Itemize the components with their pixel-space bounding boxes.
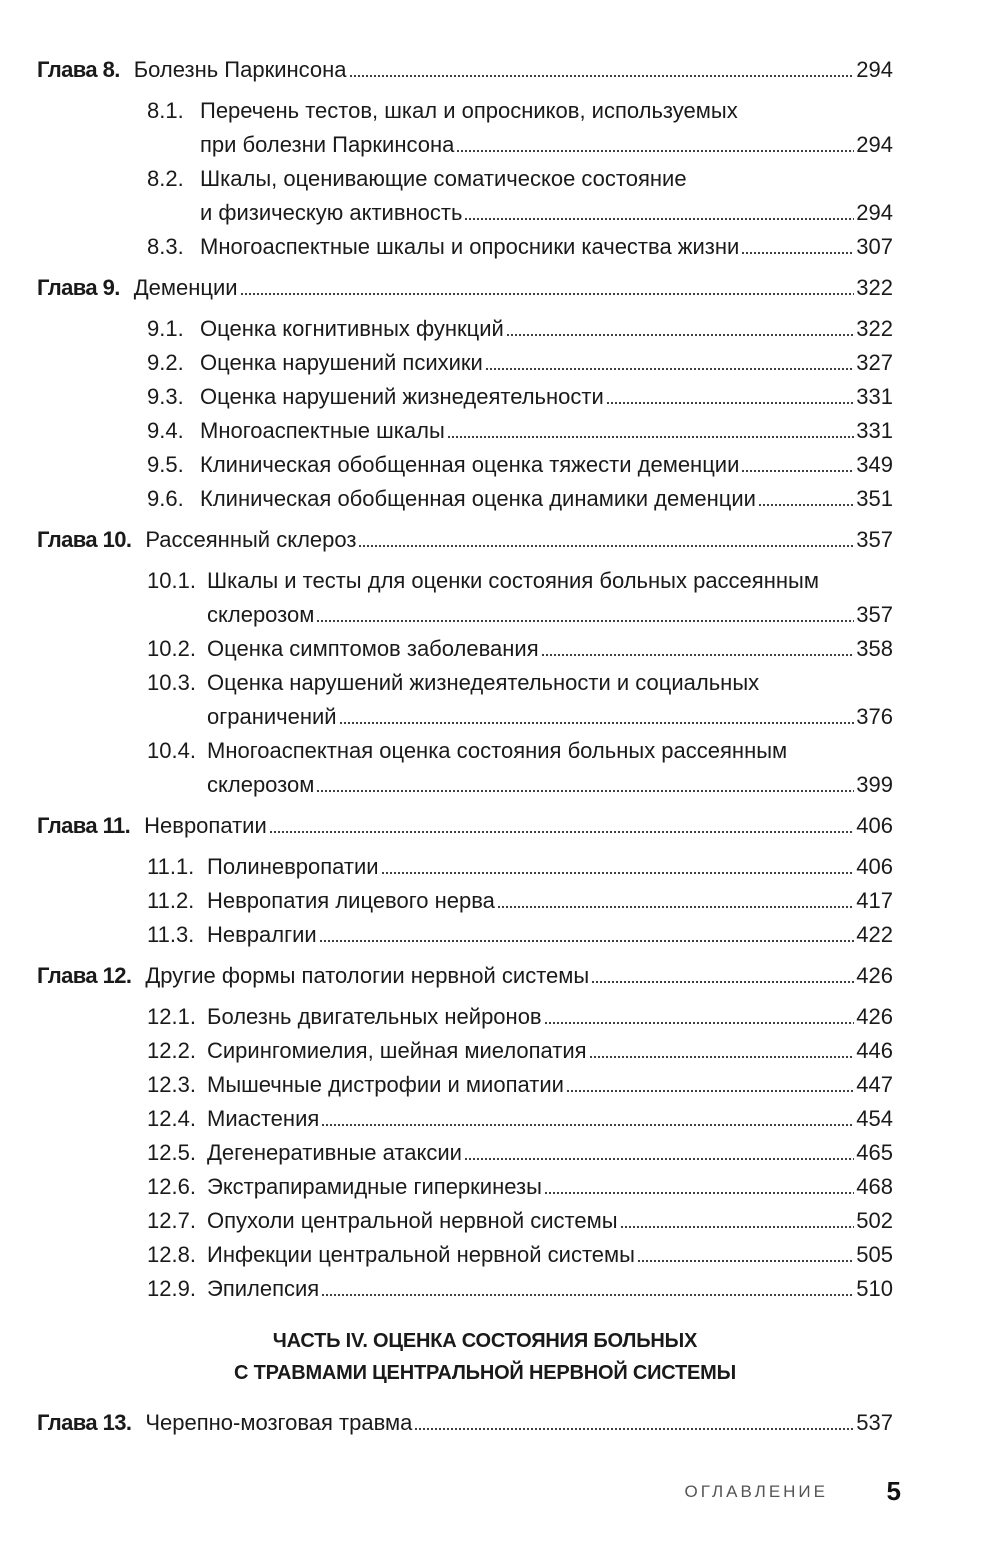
page-ref: 357 (856, 602, 893, 627)
dot-leader (319, 940, 855, 942)
section-title: Многоаспектные шкалы (200, 418, 445, 443)
page-ref: 426 (856, 1004, 893, 1029)
section-title: Мышечные дистрофии и миопатии (207, 1072, 564, 1097)
chapter-label: Глава 11. (37, 813, 131, 838)
running-title: ОГЛАВЛЕНИЕ (684, 1482, 828, 1501)
section-entry (37, 346, 893, 380)
section-entry (37, 918, 893, 952)
page-ref: 294 (856, 57, 893, 82)
page-ref: 422 (856, 922, 893, 947)
page-ref: 351 (856, 486, 893, 511)
section-entry (37, 230, 893, 264)
dot-leader (758, 504, 854, 506)
section-entry (37, 94, 893, 128)
dot-leader (541, 654, 855, 656)
section-entry (37, 564, 893, 598)
dot-leader (349, 75, 855, 77)
dot-leader (637, 1260, 854, 1262)
page-ref: 417 (856, 888, 893, 913)
page-ref: 327 (856, 350, 893, 375)
section-number: 10.1. (147, 568, 196, 593)
section-entry (37, 380, 893, 414)
part-heading-line: ЧАСТЬ IV. ОЦЕНКА СОСТОЯНИЯ БОЛЬНЫХ (272, 1330, 698, 1352)
section-entry (37, 884, 893, 918)
section-entry (37, 414, 893, 448)
section-number: 9.1. (147, 316, 184, 341)
dot-leader (497, 906, 854, 908)
page-ref: 357 (856, 527, 893, 552)
section-entry (37, 162, 893, 196)
section-entry (37, 666, 893, 700)
chapter-title: Черепно-мозговая травма (145, 1410, 413, 1435)
section-entry (37, 1204, 893, 1238)
section-number: 9.3. (147, 384, 184, 409)
chapter-label: Глава 9. (37, 275, 120, 300)
section-title: Опухоли центральной нервной системы (207, 1208, 618, 1233)
section-title: Клиническая обобщенная оценка тяжести деменции (200, 452, 740, 477)
page-ref: 468 (856, 1174, 893, 1199)
chapter-entry (37, 523, 893, 557)
section-title: Эпилепсия (207, 1276, 320, 1301)
section-number: 12.2. (147, 1038, 196, 1063)
page-ref: 406 (856, 854, 893, 879)
section-entry (37, 1102, 893, 1136)
section-entry (37, 632, 893, 666)
section-entry (37, 1272, 893, 1306)
dot-leader (589, 1056, 855, 1058)
section-entry (37, 1000, 893, 1034)
chapter-entry (37, 809, 893, 843)
dot-leader (741, 470, 854, 472)
section-title-continuation (37, 700, 893, 734)
chapter-label: Глава 10. (37, 527, 132, 552)
section-title: Шкалы и тесты для оценки состояния больных рассеянным (207, 568, 819, 593)
section-title: Перечень тестов, шкал и опросников, используемых (200, 98, 738, 123)
chapter-entry (37, 271, 893, 305)
page-ref: 399 (856, 772, 893, 797)
dot-leader (506, 334, 854, 336)
section-number: 12.7. (147, 1208, 196, 1233)
chapter-title: Рассеянный склероз (145, 527, 357, 552)
section-number: 10.2. (147, 636, 196, 661)
section-number: 10.3. (147, 670, 196, 695)
section-title-continuation (37, 768, 893, 802)
dot-leader (240, 293, 855, 295)
section-title: Болезнь двигательных нейронов (207, 1004, 542, 1029)
dot-leader (566, 1090, 854, 1092)
section-number: 11.2. (147, 888, 195, 913)
table-of-contents (37, 53, 893, 1447)
section-number: 9.5. (147, 452, 184, 477)
dot-leader (321, 1294, 854, 1296)
dot-leader (316, 790, 854, 792)
section-number: 9.2. (147, 350, 184, 375)
page-ref: 358 (856, 636, 893, 661)
page-ref: 349 (856, 452, 893, 477)
section-entry (37, 312, 893, 346)
section-number: 8.2. (147, 166, 184, 191)
dot-leader (620, 1226, 855, 1228)
section-entry (37, 1136, 893, 1170)
section-title: Многоаспектная оценка состояния больных рассеянным (207, 738, 788, 763)
page-ref: 465 (856, 1140, 893, 1165)
chapter-label: Глава 12. (37, 963, 132, 988)
section-title: Многоаспектные шкалы и опросники качества жизни (200, 234, 740, 259)
section-title: Сирингомиелия, шейная миелопатия (207, 1038, 587, 1063)
section-entry (37, 850, 893, 884)
page-footer (0, 1476, 1000, 1510)
page-ref: 502 (856, 1208, 893, 1233)
page-ref: 322 (856, 275, 893, 300)
dot-leader (544, 1192, 854, 1194)
section-number: 12.3. (147, 1072, 196, 1097)
dot-leader (339, 722, 855, 724)
page-ref: 426 (856, 963, 893, 988)
dot-leader (741, 252, 854, 254)
chapter-title: Невропатии (144, 813, 267, 838)
dot-leader (381, 872, 855, 874)
page-ref: 376 (856, 704, 893, 729)
section-number: 11.3. (147, 922, 195, 947)
dot-leader (456, 150, 854, 152)
section-title: Оценка нарушений жизнедеятельности и социальных (207, 670, 760, 695)
dot-leader (591, 981, 854, 983)
section-number: 9.4. (147, 418, 184, 443)
section-number: 12.6. (147, 1174, 196, 1199)
section-title: Оценка нарушений психики (200, 350, 483, 375)
chapter-entry (37, 1406, 893, 1440)
dot-leader (447, 436, 855, 438)
dot-leader (269, 831, 855, 833)
section-title-continuation (37, 128, 893, 162)
section-entry (37, 482, 893, 516)
dot-leader (485, 368, 854, 370)
section-title: Оценка нарушений жизнедеятельности (200, 384, 604, 409)
page-ref: 446 (856, 1038, 893, 1063)
chapter-entry (37, 959, 893, 993)
section-title: Экстрапирамидные гиперкинезы (207, 1174, 542, 1199)
section-number: 10.4. (147, 738, 196, 763)
section-title: Шкалы, оценивающие соматическое состояние (200, 166, 687, 191)
dot-leader (464, 218, 854, 220)
section-entry (37, 734, 893, 768)
section-number: 8.1. (147, 98, 184, 123)
page-ref: 505 (856, 1242, 893, 1267)
section-title: склерозом (207, 602, 315, 627)
part-heading-line: С ТРАВМАМИ ЦЕНТРАЛЬНОЙ НЕРВНОЙ СИСТЕМЫ (233, 1362, 737, 1384)
section-number: 9.6. (147, 486, 184, 511)
section-title-continuation (37, 196, 893, 230)
page-ref: 307 (856, 234, 893, 259)
section-entry (37, 1068, 893, 1102)
dot-leader (321, 1124, 854, 1126)
section-title: Оценка симптомов заболевания (207, 636, 539, 661)
dot-leader (316, 620, 854, 622)
part-heading (37, 1325, 893, 1389)
section-title: ограничений (207, 704, 337, 729)
section-number: 12.1. (147, 1004, 196, 1029)
section-number: 11.1. (147, 854, 195, 879)
dot-leader (606, 402, 855, 404)
section-number: 12.8. (147, 1242, 196, 1267)
section-entry (37, 1238, 893, 1272)
section-number: 12.5. (147, 1140, 196, 1165)
dot-leader (414, 1428, 854, 1430)
chapter-title: Деменции (133, 275, 238, 300)
section-title: и физическую активность (200, 200, 463, 225)
page-ref: 322 (856, 316, 893, 341)
chapter-label: Глава 8. (37, 57, 120, 82)
chapter-entry (37, 53, 893, 87)
chapter-title: Другие формы патологии нервной системы (145, 963, 590, 988)
page-number: 5 (886, 1476, 901, 1506)
section-title: Клиническая обобщенная оценка динамики деменции (200, 486, 756, 511)
page-ref: 294 (856, 200, 893, 225)
page-ref: 331 (856, 418, 893, 443)
page-ref: 447 (856, 1072, 893, 1097)
section-entry (37, 448, 893, 482)
page-ref: 510 (856, 1276, 893, 1301)
section-number: 12.4. (147, 1106, 196, 1131)
page-ref: 537 (856, 1410, 893, 1435)
dot-leader (544, 1022, 855, 1024)
dot-leader (358, 545, 854, 547)
section-title: при болезни Паркинсона (200, 132, 455, 157)
section-title: Миастения (207, 1106, 320, 1131)
section-title: Полиневропатии (207, 854, 379, 879)
dot-leader (464, 1158, 854, 1160)
page-ref: 331 (856, 384, 893, 409)
section-number: 8.3. (147, 234, 184, 259)
section-title: Дегенеративные атаксии (207, 1140, 462, 1165)
section-entry (37, 1034, 893, 1068)
section-title: Невропатия лицевого нерва (207, 888, 495, 913)
chapter-label: Глава 13. (37, 1410, 132, 1435)
page-ref: 454 (856, 1106, 893, 1131)
section-entry (37, 1170, 893, 1204)
section-title: Невралгии (207, 922, 317, 947)
section-title: Инфекции центральной нервной системы (207, 1242, 635, 1267)
section-number: 12.9. (147, 1276, 196, 1301)
section-title: Оценка когнитивных функций (200, 316, 504, 341)
section-title-continuation (37, 598, 893, 632)
section-title: склерозом (207, 772, 315, 797)
page-ref: 406 (856, 813, 893, 838)
chapter-title: Болезнь Паркинсона (133, 57, 347, 82)
page-ref: 294 (856, 132, 893, 157)
